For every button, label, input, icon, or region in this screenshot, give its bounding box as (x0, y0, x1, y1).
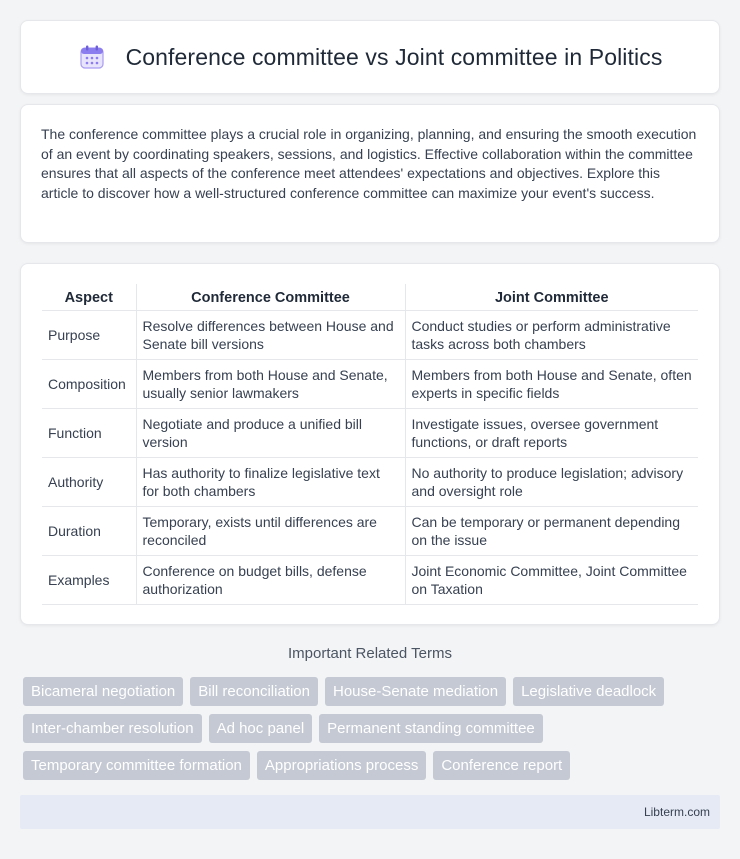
related-terms-list (23, 677, 723, 780)
table-row (42, 457, 698, 506)
header-aspect: Aspect (42, 284, 136, 310)
row-conference-value: Conference on budget bills, defense authorization (136, 555, 405, 604)
table-row (42, 408, 698, 457)
related-term-tag[interactable]: Conference report (433, 751, 570, 780)
related-term-tag[interactable]: Legislative deadlock (513, 677, 664, 706)
table-row (42, 506, 698, 555)
row-aspect: Duration (42, 506, 136, 555)
header-card (20, 20, 720, 94)
row-joint-value: Members from both House and Senate, often experts in specific fields (405, 359, 698, 408)
related-term-tag[interactable]: House-Senate mediation (325, 677, 506, 706)
table-row (42, 310, 698, 359)
row-conference-value: Resolve differences between House and Senate bill versions (136, 310, 405, 359)
row-aspect: Purpose (42, 310, 136, 359)
row-aspect: Composition (42, 359, 136, 408)
related-term-tag[interactable]: Temporary committee formation (23, 751, 250, 780)
footer-brand-link[interactable]: Libterm.com (643, 805, 710, 819)
header-inner (78, 43, 663, 71)
row-aspect: Examples (42, 555, 136, 604)
calendar-icon (78, 43, 106, 71)
row-joint-value: No authority to produce legislation; advisory and oversight role (405, 457, 698, 506)
table-header-row (42, 284, 698, 310)
page-title: Conference committee vs Joint committee in Politics (125, 43, 663, 70)
row-joint-value: Joint Economic Committee, Joint Committee on Taxation (405, 555, 698, 604)
header-conference-committee: Conference Committee (136, 284, 405, 310)
comparison-table (42, 284, 698, 605)
table-row (42, 555, 698, 604)
header-joint-committee: Joint Committee (405, 284, 698, 310)
row-conference-value: Temporary, exists until differences are reconciled (136, 506, 405, 555)
related-terms-title: Important Related Terms (288, 645, 452, 662)
related-term-tag[interactable]: Bill reconciliation (190, 677, 318, 706)
row-joint-value: Investigate issues, oversee government functions, or draft reports (405, 408, 698, 457)
row-conference-value: Negotiate and produce a unified bill version (136, 408, 405, 457)
row-joint-value: Conduct studies or perform administrative tasks across both chambers (405, 310, 698, 359)
related-term-tag[interactable]: Bicameral negotiation (23, 677, 183, 706)
intro-text: The conference committee plays a crucial role in organizing, planning, and ensuring the smooth execution of an event by coordinating speakers, sessions, and logistics. Effective collaboration within the committee ensures that all aspects of the conference meet attendees' expectations and objectives. Explore this article to discover how a well-structured conference committee can maximize your event's success. (41, 126, 697, 201)
related-term-tag[interactable]: Permanent standing committee (319, 714, 543, 743)
related-term-tag[interactable]: Inter-chamber resolution (23, 714, 202, 743)
related-term-tag[interactable]: Appropriations process (257, 751, 426, 780)
row-aspect: Function (42, 408, 136, 457)
intro-card (20, 104, 720, 243)
row-aspect: Authority (42, 457, 136, 506)
related-term-tag[interactable]: Ad hoc panel (209, 714, 313, 743)
row-joint-value: Can be temporary or permanent depending on the issue (405, 506, 698, 555)
comparison-table-card (20, 263, 720, 625)
row-conference-value: Members from both House and Senate, usually senior lawmakers (136, 359, 405, 408)
row-conference-value: Has authority to finalize legislative text for both chambers (136, 457, 405, 506)
table-row (42, 359, 698, 408)
footer (20, 795, 720, 829)
